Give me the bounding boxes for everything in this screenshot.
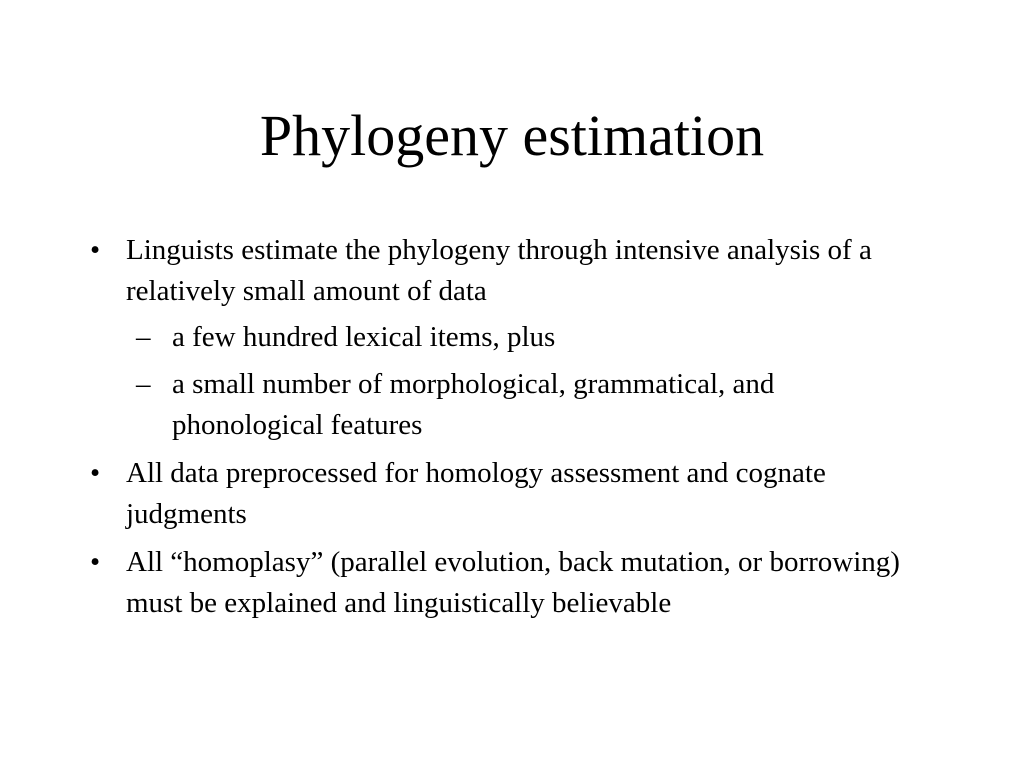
sub-bullet-item bbox=[0, 364, 932, 446]
bullet-marker: • bbox=[90, 546, 101, 578]
bullet-item bbox=[0, 453, 946, 535]
sub-bullet-marker: – bbox=[136, 321, 151, 353]
bullet-text: All data preprocessed for homology assessment and cognate judgments bbox=[126, 457, 826, 530]
bullet-marker: • bbox=[90, 457, 101, 489]
bullet-text: All “homoplasy” (parallel evolution, back mutation, or borrowing) must be explained and linguistically believable bbox=[126, 546, 900, 619]
sub-bullet-marker: – bbox=[136, 368, 151, 400]
slide-title: Phylogeny estimation bbox=[259, 103, 765, 168]
sub-bullet-text: a small number of morphological, grammatical, and phonological features bbox=[172, 368, 775, 441]
sub-bullet-text: a few hundred lexical items, plus bbox=[172, 321, 556, 353]
slide-body bbox=[0, 230, 1024, 624]
bullet-text: Linguists estimate the phylogeny through intensive analysis of a relatively small amount of data bbox=[126, 234, 872, 307]
bullet-item bbox=[0, 230, 946, 312]
bullet-item bbox=[0, 542, 946, 624]
sub-bullet-item bbox=[0, 317, 932, 358]
bullet-marker: • bbox=[90, 234, 101, 266]
